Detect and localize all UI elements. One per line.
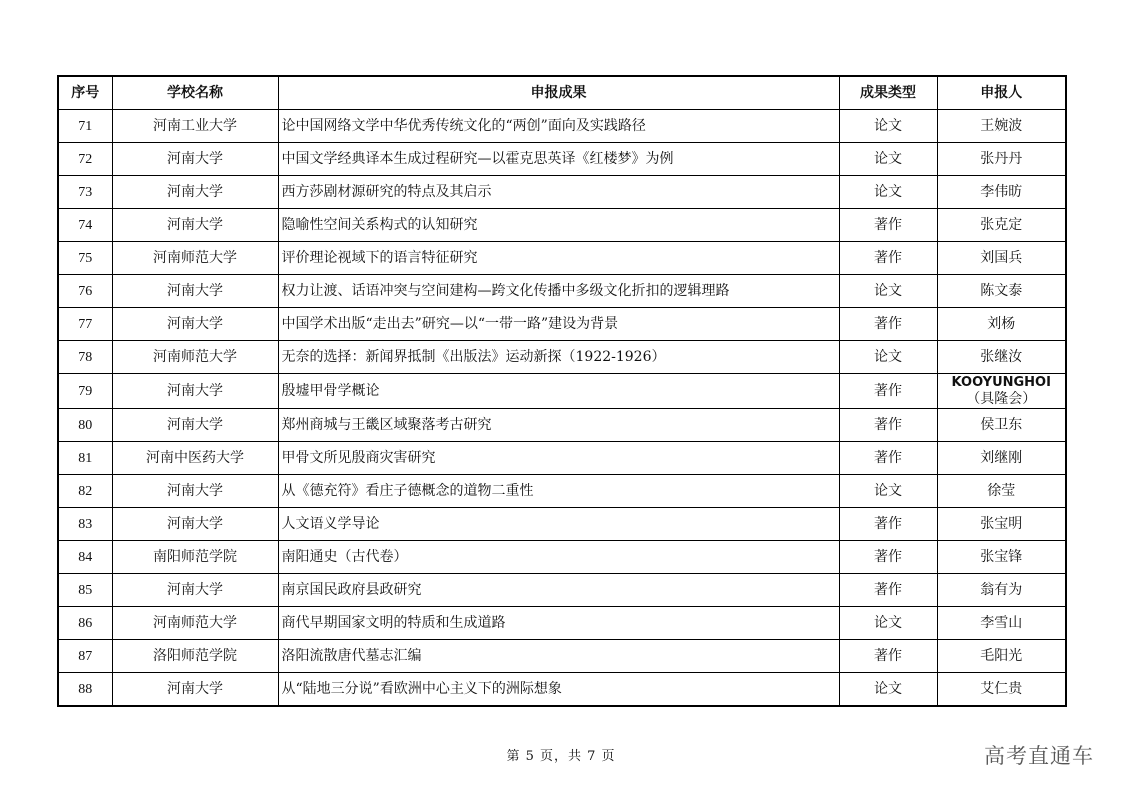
applicant-name: 毛阳光 [980,647,1023,664]
cell-achievement-type: 著作 [839,541,937,574]
cell-serial-number: 83 [58,508,112,541]
cell-serial-number: 86 [58,607,112,640]
table-row [58,242,1066,275]
cell-applicant [937,209,1066,242]
cell-achievement: 西方莎剧材源研究的特点及其启示 [278,176,839,209]
cell-achievement: 中国学术出版“走出去”研究—以“一带一路”建设为背景 [278,308,839,341]
cell-school-name: 河南师范大学 [112,341,278,374]
cell-achievement: 论中国网络文学中华优秀传统文化的“两创”面向及实践路径 [278,110,839,143]
applicant-name: 艾仁贵 [980,680,1023,697]
cell-school-name: 河南大学 [112,275,278,308]
cell-applicant [937,308,1066,341]
cell-applicant [937,475,1066,508]
cell-school-name: 河南大学 [112,673,278,707]
cell-achievement-type: 著作 [839,242,937,275]
cell-applicant [937,143,1066,176]
cell-applicant [937,607,1066,640]
applicant-name: （具隆会） [966,391,1037,407]
cell-school-name: 河南大学 [112,475,278,508]
cell-applicant [937,409,1066,442]
table-row [58,209,1066,242]
table-row [58,275,1066,308]
cell-applicant [937,673,1066,707]
cell-achievement: 甲骨文所见殷商灾害研究 [278,442,839,475]
header-school-name: 学校名称 [112,76,278,110]
cell-achievement-type: 著作 [839,308,937,341]
applicant-name: 张继汝 [980,348,1023,365]
table-row [58,640,1066,673]
cell-achievement-type: 论文 [839,110,937,143]
cell-achievement-type: 著作 [839,209,937,242]
applicant-name: 翁有为 [980,581,1023,598]
cell-applicant [937,242,1066,275]
cell-achievement: 南京国民政府县政研究 [278,574,839,607]
table-row [58,508,1066,541]
cell-achievement-type: 著作 [839,374,937,409]
cell-achievement: 隐喻性空间关系构式的认知研究 [278,209,839,242]
cell-school-name: 河南师范大学 [112,242,278,275]
cell-serial-number: 72 [58,143,112,176]
table-row [58,673,1066,707]
header-achievement: 申报成果 [278,76,839,110]
watermark-logo: 高考直通车 [984,744,1094,768]
applicant-name: 张丹丹 [980,150,1023,167]
applicant-name: 李雪山 [980,614,1023,631]
cell-achievement-type: 论文 [839,275,937,308]
cell-applicant [937,110,1066,143]
cell-school-name: 河南大学 [112,143,278,176]
cell-achievement: 评价理论视域下的语言特征研究 [278,242,839,275]
header-serial-number: 序号 [58,76,112,110]
cell-serial-number: 88 [58,673,112,707]
achievements-table [57,75,1067,707]
applicant-name: 张宝锋 [980,548,1023,565]
applicant-name: 李伟昉 [980,183,1023,200]
header-achievement-type: 成果类型 [839,76,937,110]
table-row [58,574,1066,607]
cell-serial-number: 75 [58,242,112,275]
cell-serial-number: 77 [58,308,112,341]
cell-serial-number: 76 [58,275,112,308]
cell-school-name: 河南大学 [112,308,278,341]
cell-achievement-type: 论文 [839,341,937,374]
applicant-name: 徐莹 [987,482,1016,499]
cell-achievement: 洛阳流散唐代墓志汇编 [278,640,839,673]
applicant-name: 王婉波 [980,117,1023,134]
cell-school-name: 河南大学 [112,176,278,209]
cell-school-name: 南阳师范学院 [112,541,278,574]
applicant-name: 张宝明 [980,515,1023,532]
cell-achievement: 殷墟甲骨学概论 [278,374,839,409]
table-row [58,341,1066,374]
cell-achievement-type: 著作 [839,508,937,541]
cell-achievement: 权力让渡、话语冲突与空间建构—跨文化传播中多级文化折扣的逻辑理路 [278,275,839,308]
cell-achievement-type: 著作 [839,574,937,607]
cell-achievement-type: 论文 [839,475,937,508]
table-row [58,409,1066,442]
cell-achievement: 南阳通史（古代卷） [278,541,839,574]
cell-achievement-type: 论文 [839,176,937,209]
cell-serial-number: 74 [58,209,112,242]
cell-applicant [937,374,1066,409]
cell-serial-number: 87 [58,640,112,673]
cell-applicant [937,508,1066,541]
cell-achievement: 无奈的选择：新闻界抵制《出版法》运动新探（1922-1926） [278,341,839,374]
applicant-name: 刘国兵 [980,249,1023,266]
cell-achievement: 商代早期国家文明的特质和生成道路 [278,607,839,640]
cell-school-name: 河南大学 [112,209,278,242]
cell-achievement-type: 著作 [839,442,937,475]
cell-applicant [937,275,1066,308]
header-applicant: 申报人 [937,76,1066,110]
cell-school-name: 河南大学 [112,574,278,607]
table-body [58,110,1066,707]
cell-school-name: 河南中医药大学 [112,442,278,475]
table-header-row [58,76,1066,110]
cell-school-name: 河南大学 [112,374,278,409]
cell-achievement: 中国文学经典译本生成过程研究—以霍克思英译《红楼梦》为例 [278,143,839,176]
cell-achievement: 从《德充符》看庄子德概念的道物二重性 [278,475,839,508]
cell-achievement-type: 论文 [839,673,937,707]
cell-serial-number: 73 [58,176,112,209]
cell-applicant [937,541,1066,574]
applicant-name: 刘继刚 [980,449,1023,466]
table-row [58,541,1066,574]
cell-serial-number: 84 [58,541,112,574]
table-row [58,110,1066,143]
cell-serial-number: 78 [58,341,112,374]
cell-serial-number: 82 [58,475,112,508]
cell-achievement-type: 著作 [839,409,937,442]
cell-achievement: 人文语义学导论 [278,508,839,541]
applicant-name: KOOYUNGHOI [951,375,1051,390]
cell-applicant [937,574,1066,607]
cell-achievement-type: 论文 [839,143,937,176]
table-row [58,374,1066,409]
cell-applicant [937,640,1066,673]
cell-achievement-type: 著作 [839,640,937,673]
cell-serial-number: 79 [58,374,112,409]
cell-applicant [937,341,1066,374]
page-number: 第 5 页，共 7 页 [506,749,616,764]
table-row [58,143,1066,176]
table-row [58,176,1066,209]
applicant-name: 张克定 [980,216,1023,233]
table-row [58,308,1066,341]
cell-school-name: 河南工业大学 [112,110,278,143]
cell-achievement: 郑州商城与王畿区域聚落考古研究 [278,409,839,442]
cell-school-name: 河南大学 [112,508,278,541]
cell-serial-number: 85 [58,574,112,607]
cell-school-name: 河南大学 [112,409,278,442]
cell-serial-number: 71 [58,110,112,143]
cell-school-name: 洛阳师范学院 [112,640,278,673]
cell-applicant [937,176,1066,209]
applicant-name: 陈文泰 [980,282,1023,299]
applicant-name: 侯卫东 [980,416,1023,433]
table-row [58,607,1066,640]
cell-serial-number: 81 [58,442,112,475]
cell-serial-number: 80 [58,409,112,442]
table-row [58,475,1066,508]
cell-school-name: 河南师范大学 [112,607,278,640]
cell-achievement-type: 论文 [839,607,937,640]
cell-applicant [937,442,1066,475]
cell-achievement: 从“陆地三分说”看欧洲中心主义下的洲际想象 [278,673,839,707]
applicant-name: 刘杨 [987,315,1016,332]
table-row [58,442,1066,475]
